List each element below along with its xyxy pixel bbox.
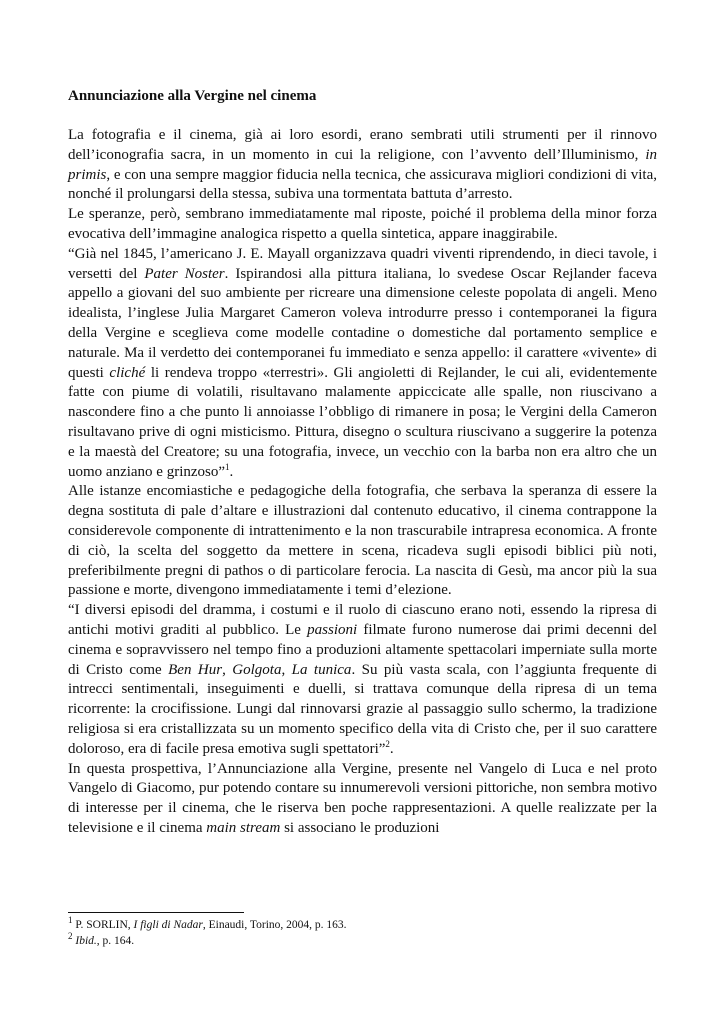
paragraph-5-quote [68,601,657,759]
text-span: , Einaudi, Torino, 2004, p. 163. [202,919,347,931]
paragraph-1 [68,126,657,205]
text-span: . [229,463,234,480]
text-span: . Su più vasta scala, con l’aggiunta frequente di intrecci sentimentali, inseguimenti e duelli, si trattava comunque della ripresa di un tema ricorrente: la crocifissione. Lungi dal rinnovarsi grazie al passaggio sullo schermo, la tradizione religiosa si era cristallizzata su un momento specifico della vita di Cristo che, per il suo carattere doloroso, era di facile presa emotiva sugli spettatori” [68,661,658,757]
paragraph-4: Alle istanze encomiastiche e pedagogiche della fotografia, che serbava la speranza di essere la degna sostituta di pale d’altare e illustrazioni dal contenuto educativo, il cinema contrappone la considerevole componente di intrattenimento e la non trascurabile intrapresa economica. A fronte di ciò, la scelta del soggetto da mettere in scena, ricadeva sugli episodi biblici più noti, preferibilmente pregni di pathos o di particolare ferocia. La nascita di Gesù, ma ancor più la sua passione e morte, divengono immediatamente i temi d’elezione. [68,483,657,599]
italic-span: La tunica [291,661,352,678]
italic-span: passioni [307,621,358,638]
text-span: , p. 164. [96,935,135,947]
document-title: Annunciazione alla Vergine nel cinema [68,88,317,104]
text-span: , [222,661,233,678]
footnote-ref-1[interactable]: 1 [225,461,230,472]
paragraph-6 [68,760,657,839]
footnote-2 [68,933,657,949]
text-span: La fotografia e il cinema, già ai loro esordi, erano sembrati utili strumenti per il rinnovo dell’iconografia sacra, in un momento in cui la religione, con l’avvento dell’Illuminismo, [68,127,657,163]
text-span: , [281,661,292,678]
text-span: . [389,740,394,757]
footnote-1 [68,917,657,933]
italic-span: cliché [109,364,146,381]
document-body [68,126,657,839]
paragraph-2: Le speranze, però, sembrano immediatamente mal riposte, poiché il problema della minor forza evocativa dell’immagine analogica rispetto a quella sintetica, appare inaggirabile. [68,206,657,242]
text-span: . Ispirandosi alla pittura italiana, lo svedese Oscar Rejlander faceva appello a giovani del suo ambiente per ricreare una dimensione celeste popolata di angeli. Meno idealista, l’inglese Julia Margaret Cameron voleva introdurre presso i contemporanei la figura della Vergine e sceglieva come modelle contadine o domestiche dal portamento semplice e naturale. Ma il verdetto dei contemporanei fu immediato e senza appello: il carattere «vivente» di questi [68,265,657,381]
paragraph-3-quote [68,245,657,483]
italic-span: Ben Hur [168,661,223,678]
footnotes-section [68,912,657,949]
text-span: “I diversi episodi del dramma, i costumi e il ruolo di ciascuno erano noti, essendo la ripresa di antichi motivi graditi al pubblico. Le [68,602,657,638]
italic-span: Pater Noster [144,265,225,282]
text-span: “Già nel 1845, l’americano J. E. Mayall organizzava quadri viventi riprendendo, in dieci tavole, i versetti del [68,245,657,282]
text-span: li rendeva troppo «terrestri». Gli angioletti di Rejlander, le cui ali, evidentemente fatte con piume di volatili, risultavano malamente appiccicate alle spalle, non riuscivano a nascondere fino a che punto li annoiasse l’obbligo di rimanere in posa; le Vergini della Cameron risultavano prive di ogni misticismo. Pittura, disegno o scultura riuscivano a suggerire la potenza e la maestà del Creatore; su una fotografia, invece, un vecchio con la barba non era altro che un uomo anziano e grinzoso” [68,364,657,480]
text-span: , e con una sempre maggior fiducia nella tecnica, che assicurava migliori condizioni di vita, nonché il prolungarsi della stessa, subiva una tormentata battuta d’arresto. [68,166,657,203]
italic-span: Ibid. [75,935,97,947]
footnote-number: 1 [68,915,73,926]
footnote-number: 2 [68,931,73,942]
text-span: In questa prospettiva, l’Annunciazione alla Vergine, presente nel Vangelo di Luca e nel proto Vangelo di Giacomo, pur potendo contare su innumerevoli versioni pittoriche, non sembra motivo di interesse per il cinema, che le riserva ben poche rappresentazioni. A quelle realizzate per la televisione e il cinema [68,760,657,836]
footnote-ref-2[interactable]: 2 [385,738,390,749]
text-span: P. SORLIN, [72,919,134,931]
text-span: filmate furono numerose dai primi decenni del cinema e sopravvissero nel tempo fino a produzioni altamente spettacolari imperniate sulla morte di Cristo come [68,621,658,678]
text-span: si associano le produzioni [280,819,440,836]
footnote-divider [68,912,244,913]
italic-span: Golgota [232,661,282,678]
italic-span: I figli di Nadar [133,919,203,931]
italic-span: in primis [68,146,657,183]
italic-span: main stream [206,819,281,836]
